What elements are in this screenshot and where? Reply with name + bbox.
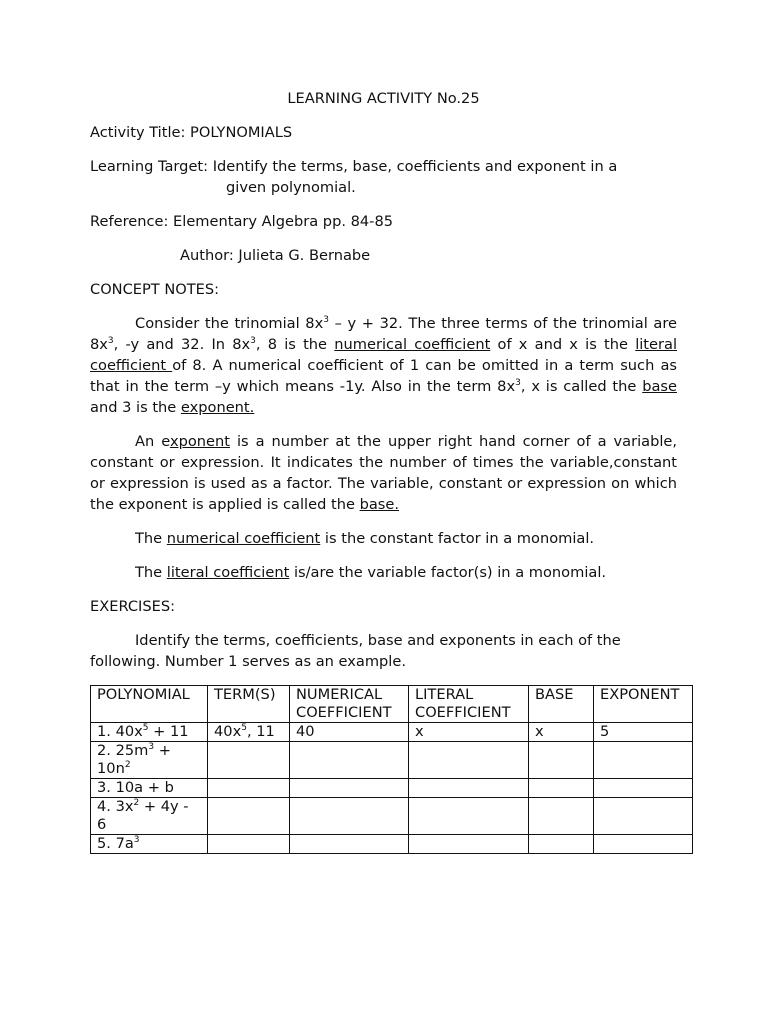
numerical-coefficient-cell[interactable] bbox=[290, 798, 409, 835]
terms-cell[interactable] bbox=[208, 835, 290, 854]
concept-paragraph-4 bbox=[90, 562, 677, 583]
superscript: 5 bbox=[142, 723, 149, 734]
worksheet-page bbox=[90, 88, 677, 685]
learning-target-line2: given polynomial. bbox=[226, 179, 356, 196]
superscript: 5 bbox=[241, 723, 247, 734]
learning-target-line1: Learning Target: Identify the terms, base, coefficients and exponent in a bbox=[90, 158, 618, 175]
numerical-coefficient-cell[interactable] bbox=[290, 742, 409, 779]
underlined-term: base. bbox=[359, 496, 400, 513]
numerical-coefficient-cell[interactable] bbox=[290, 835, 409, 854]
base-cell[interactable] bbox=[529, 798, 594, 835]
text-run: The bbox=[135, 564, 167, 581]
text-run: of x and x is the bbox=[490, 336, 636, 353]
text-run: , 11 bbox=[246, 723, 275, 740]
exercises-instruction: Identify the terms, coefficients, base and exponents in each of the following. Number 1 serves as an example. bbox=[90, 632, 621, 670]
table-row bbox=[91, 798, 693, 835]
exponent-cell[interactable] bbox=[594, 779, 693, 798]
text-run: of 8. A numerical coefficient of 1 can be omitted in a term such as that in the term –y which means -1y. Also in the term 8x bbox=[90, 357, 678, 395]
exponent-cell[interactable] bbox=[594, 798, 693, 835]
terms-cell[interactable] bbox=[208, 779, 290, 798]
terms-cell bbox=[208, 723, 290, 742]
text-run: + 4y - 6 bbox=[97, 798, 189, 833]
terms-cell[interactable] bbox=[208, 742, 290, 779]
text-run: , -y and 32. In 8x bbox=[113, 336, 251, 353]
table-row bbox=[91, 742, 693, 779]
numerical-coefficient-cell: 40 bbox=[290, 723, 409, 742]
concept-notes-heading: CONCEPT NOTES: bbox=[90, 281, 220, 298]
text-run: Consider the trinomial 8x bbox=[135, 315, 324, 332]
text-run: 2. 25m bbox=[97, 742, 149, 759]
text-run: 40x bbox=[214, 723, 242, 740]
exercises-heading: EXERCISES: bbox=[90, 598, 176, 615]
text-run: , x is called the bbox=[520, 378, 643, 395]
reference: Reference: Elementary Algebra pp. 84-85 bbox=[90, 213, 394, 230]
text-run: 5. 7a bbox=[97, 835, 134, 852]
terms-cell[interactable] bbox=[208, 798, 290, 835]
text-run: is/are the variable factor(s) in a monomial. bbox=[289, 564, 607, 581]
polynomial-cell bbox=[91, 742, 208, 779]
concept-paragraph-1 bbox=[90, 313, 677, 418]
polynomial-cell bbox=[91, 798, 208, 835]
polynomial-cell: 3. 10a + b bbox=[91, 779, 208, 798]
exercise-table bbox=[90, 685, 693, 854]
text-run: An e bbox=[135, 433, 170, 450]
column-header: NUMERICAL COEFFICIENT bbox=[290, 686, 409, 723]
underlined-term: xponent bbox=[169, 433, 230, 450]
superscript: 3 bbox=[148, 742, 155, 753]
underlined-term: literal coefficient bbox=[166, 564, 290, 581]
author: Author: Julieta G. Bernabe bbox=[180, 247, 371, 264]
exponent-cell[interactable] bbox=[594, 742, 693, 779]
superscript: 3 bbox=[133, 835, 140, 846]
column-header: BASE bbox=[529, 686, 594, 723]
base-cell[interactable] bbox=[529, 779, 594, 798]
table-row bbox=[91, 835, 693, 854]
text-run: – y + 32. The three terms of the trinomial are 8x bbox=[90, 315, 677, 353]
underlined-term: numerical coefficient bbox=[166, 530, 321, 547]
base-cell[interactable] bbox=[529, 835, 594, 854]
base-cell[interactable] bbox=[529, 742, 594, 779]
text-run: 4. 3x bbox=[97, 798, 134, 815]
text-run: and 3 is the bbox=[90, 399, 181, 416]
underlined-term: numerical coefficient bbox=[334, 336, 491, 353]
superscript: 3 bbox=[107, 336, 114, 347]
underlined-term: exponent. bbox=[180, 399, 255, 416]
concept-paragraph-2 bbox=[90, 431, 677, 515]
concept-paragraph-3 bbox=[90, 528, 677, 549]
literal-coefficient-cell[interactable] bbox=[409, 779, 529, 798]
activity-title: Activity Title: POLYNOMIALS bbox=[90, 124, 293, 141]
superscript: 2 bbox=[124, 760, 131, 771]
literal-coefficient-cell[interactable] bbox=[409, 742, 529, 779]
exponent-cell: 5 bbox=[594, 723, 693, 742]
text-run: + 10n bbox=[97, 742, 171, 777]
text-run: + 11 bbox=[148, 723, 189, 740]
superscript: 3 bbox=[323, 315, 329, 326]
superscript: 2 bbox=[133, 798, 140, 809]
column-header: LITERAL COEFFICIENT bbox=[409, 686, 529, 723]
text-run: is a number at the upper right hand corner of a variable, constant or expression. It indicates the number of times the variable,constant or expression is used as a factor. The variable, constant or expression on which the exponent is applied is called the bbox=[90, 433, 677, 513]
column-header: EXPONENT bbox=[594, 686, 693, 723]
literal-coefficient-cell: x bbox=[409, 723, 529, 742]
text-run: 1. 40x bbox=[97, 723, 143, 740]
polynomial-cell bbox=[91, 723, 208, 742]
superscript: 3 bbox=[250, 336, 256, 347]
literal-coefficient-cell[interactable] bbox=[409, 835, 529, 854]
text-run: is the constant factor in a monomial. bbox=[320, 530, 595, 547]
superscript: 3 bbox=[515, 378, 521, 389]
exponent-cell[interactable] bbox=[594, 835, 693, 854]
text-run: , 8 is the bbox=[255, 336, 335, 353]
table-header-row bbox=[91, 686, 693, 723]
document-title: LEARNING ACTIVITY No.25 bbox=[287, 90, 480, 107]
column-header: TERM(S) bbox=[208, 686, 290, 723]
underlined-term: base bbox=[642, 378, 677, 395]
numerical-coefficient-cell[interactable] bbox=[290, 779, 409, 798]
table-row bbox=[91, 779, 693, 798]
table-row bbox=[91, 723, 693, 742]
base-cell: x bbox=[529, 723, 594, 742]
literal-coefficient-cell[interactable] bbox=[409, 798, 529, 835]
underlined-term: literal coefficient bbox=[90, 336, 677, 374]
learning-target bbox=[90, 156, 677, 198]
polynomial-cell bbox=[91, 835, 208, 854]
column-header: POLYNOMIAL bbox=[91, 686, 208, 723]
text-run: The bbox=[135, 530, 167, 547]
